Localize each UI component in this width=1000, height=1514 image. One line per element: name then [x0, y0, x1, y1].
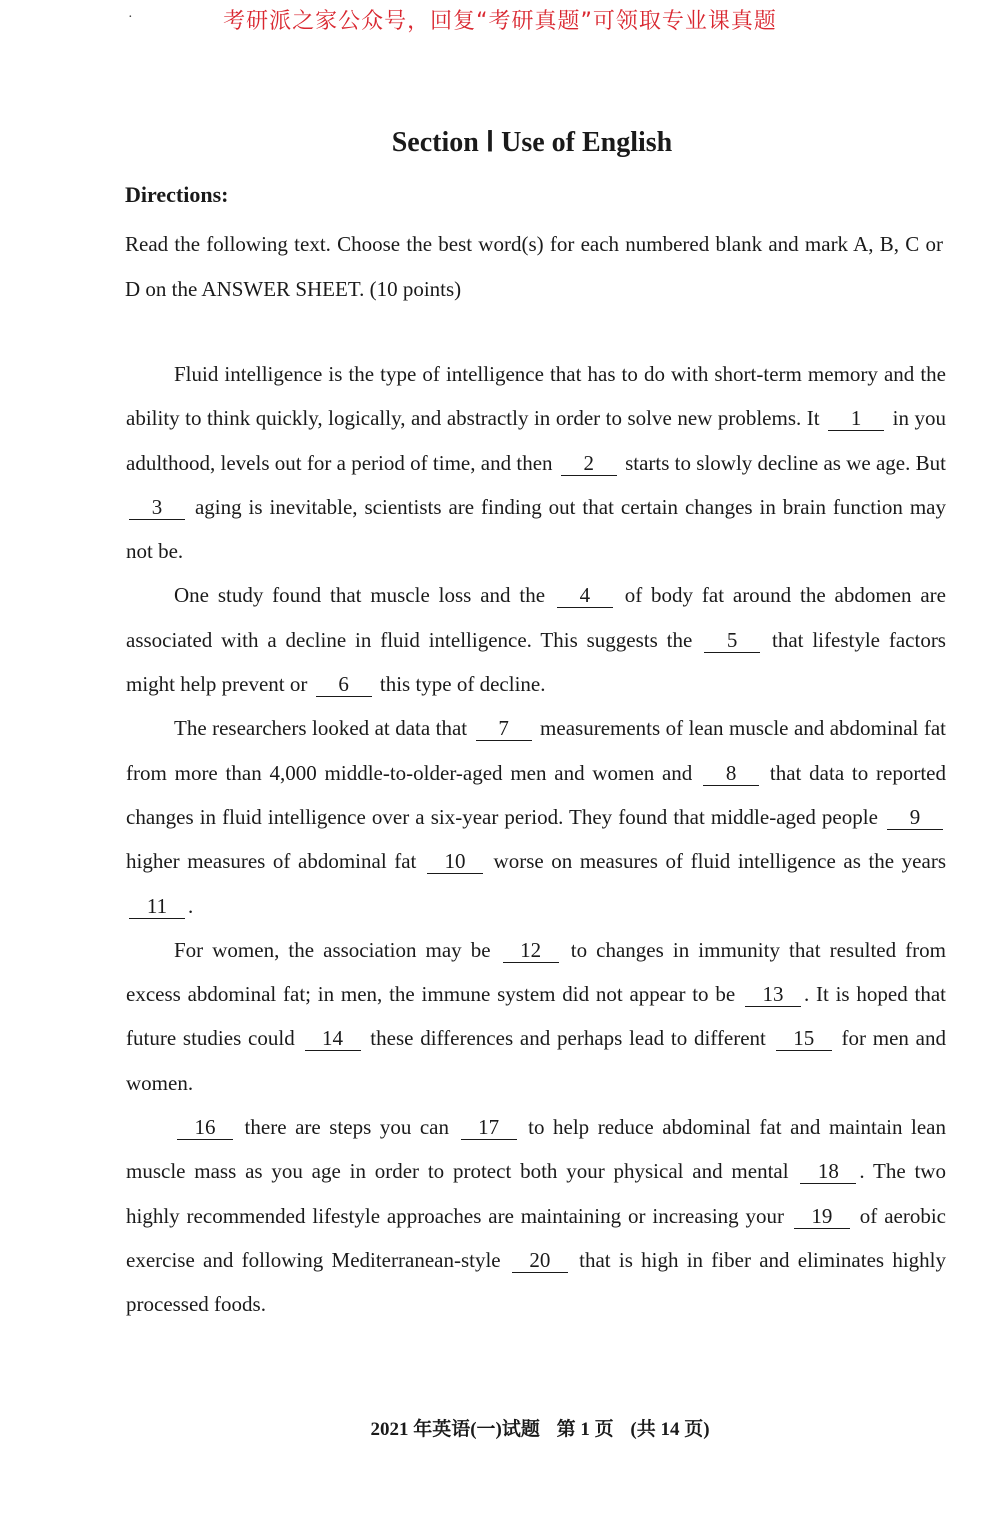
page-number: 第 1 页	[556, 1419, 614, 1440]
directions-text: Read the following text. Choose the best word(s) for each numbered blank and mark A, B, C or D on the ANSWER SHEET. (10 points)	[125, 232, 943, 301]
paragraph-5	[126, 1105, 946, 1326]
section-title: Section Ⅰ Use of English	[391, 127, 673, 158]
blank-9: 9	[887, 805, 943, 830]
passage-text: that lifestyle factors might help prevent or	[126, 627, 946, 697]
paragraph-2	[126, 573, 946, 706]
blank-5: 5	[704, 628, 760, 653]
page-total: (共 14 页)	[630, 1419, 710, 1440]
blank-20: 20	[512, 1248, 568, 1273]
paragraph-4	[126, 928, 946, 1105]
passage-text: Fluid intelligence is the type of intelligence that has to do with short-term memory and the ability to think quickly, logically, and abstractly in order to solve new problems. It	[126, 362, 946, 431]
blank-10: 10	[427, 849, 483, 874]
passage-text: For women, the association may be	[174, 937, 500, 962]
passage-text: these differences and perhaps lead to different	[363, 1026, 773, 1051]
blank-14: 14	[305, 1026, 361, 1051]
blank-3: 3	[129, 495, 185, 520]
paragraph-3	[126, 706, 946, 927]
passage-text: there are steps you can	[236, 1115, 458, 1140]
passage-text: One study found that muscle loss and the	[174, 583, 554, 608]
passage-text: measurements of lean muscle and abdominal fat from more than 4,000 middle-to-older-aged men and women and	[126, 716, 946, 785]
passage-text: worse on measures of fluid intelligence as the years	[485, 849, 946, 874]
passage-text: . The two highly recommended lifestyle approaches are maintaining or increasing your	[126, 1159, 946, 1228]
passage-text: .	[188, 893, 194, 918]
margin-dot: ·	[128, 10, 133, 25]
page-footer	[0, 1414, 1000, 1441]
blank-15: 15	[776, 1026, 832, 1051]
blank-16: 16	[177, 1115, 233, 1140]
exam-name: 2021 年英语(一)试题	[370, 1419, 540, 1440]
blank-11: 11	[129, 894, 185, 919]
paragraph-1	[126, 352, 946, 573]
blank-4: 4	[557, 583, 613, 608]
blank-7: 7	[476, 716, 532, 741]
passage-text: that data to reported changes in fluid intelligence over a six-year period. They found that middle-aged people	[126, 760, 947, 829]
passage-text: for men and women.	[126, 1026, 947, 1095]
passage-text: starts to slowly decline as we age. But	[619, 450, 946, 475]
passage-text: aging is inevitable, scientists are finding out that certain changes in brain function may not be.	[126, 494, 946, 564]
passage-text: this type of decline.	[374, 672, 546, 697]
blank-2: 2	[561, 451, 617, 476]
blank-12: 12	[503, 938, 559, 963]
passage-text: to help reduce abdominal fat and maintain lean muscle mass as you age in order to protect both your physical and mental	[126, 1115, 946, 1184]
passage-text: of aerobic exercise and following Mediterranean-style	[126, 1203, 946, 1272]
cloze-passage	[126, 352, 946, 1327]
promo-banner: 考研派之家公众号，回复“考研真题”可领取专业课真题	[223, 9, 777, 34]
blank-13: 13	[745, 982, 801, 1007]
passage-text: to changes in immunity that resulted from excess abdominal fat; in men, the immune system did not appear to be	[126, 937, 946, 1007]
blank-8: 8	[703, 761, 759, 786]
blank-18: 18	[800, 1159, 856, 1184]
blank-6: 6	[316, 672, 372, 697]
passage-text: that is high in fiber and eliminates highly processed foods.	[126, 1247, 946, 1317]
passage-text: . It is hoped that future studies could	[126, 982, 946, 1051]
passage-text: of body fat around the abdomen are associated with a decline in fluid intelligence. This suggests the	[126, 583, 946, 652]
passage-text: in you adulthood, levels out for a period of time, and then	[126, 406, 946, 475]
blank-1: 1	[828, 406, 884, 431]
directions-label: Directions:	[125, 182, 229, 207]
passage-text: higher measures of abdominal fat	[126, 849, 424, 874]
passage-text: The researchers looked at data that	[174, 716, 473, 741]
blank-19: 19	[794, 1204, 850, 1229]
blank-17: 17	[461, 1115, 517, 1140]
